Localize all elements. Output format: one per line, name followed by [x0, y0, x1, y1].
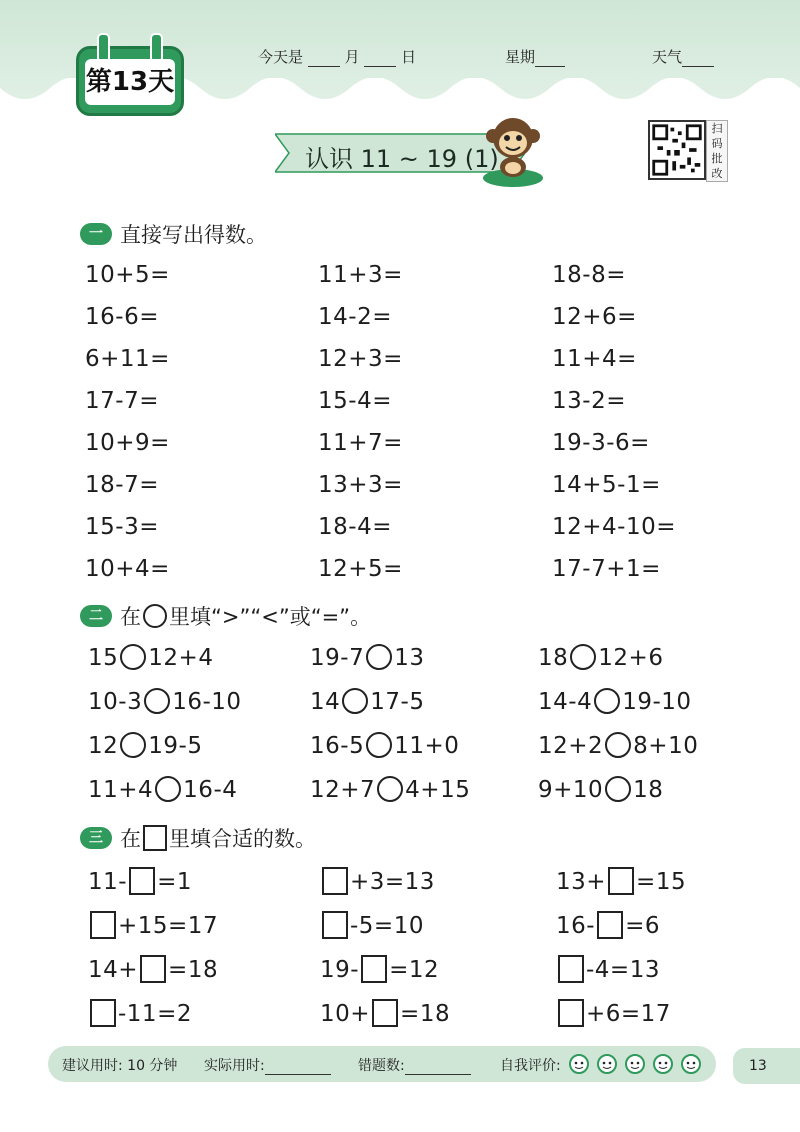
- answer-circle[interactable]: [605, 776, 631, 802]
- rating-face-icon[interactable]: [596, 1052, 618, 1074]
- answer-circle[interactable]: [366, 732, 392, 758]
- section2-heading: [80, 601, 371, 631]
- fill-in-item: +6=17: [556, 999, 671, 1029]
- answer-circle[interactable]: [120, 732, 146, 758]
- problem[interactable]: 11+7=: [318, 430, 403, 456]
- day-label: 第13天: [85, 59, 175, 105]
- square-symbol-icon: [143, 825, 167, 851]
- comparison-item: 14-4 19-10: [538, 689, 692, 715]
- comparison-item: 11+4 16-4: [88, 777, 238, 803]
- problem[interactable]: 15-4=: [318, 388, 392, 414]
- problem[interactable]: 14-2=: [318, 304, 392, 330]
- problem[interactable]: 10+9=: [85, 430, 170, 456]
- problem[interactable]: 18-4=: [318, 514, 392, 540]
- problem[interactable]: 16-6=: [85, 304, 159, 330]
- answer-box[interactable]: [597, 911, 623, 939]
- section3-heading: [80, 823, 316, 853]
- fill-in-item: +3=13: [320, 867, 435, 897]
- rating-face-icon[interactable]: [568, 1052, 590, 1074]
- answer-box[interactable]: [608, 867, 634, 895]
- weather-field[interactable]: 天气: [652, 46, 714, 67]
- page-title: 认识 11 ~ 19 (1): [305, 145, 499, 173]
- problem[interactable]: 15-3=: [85, 514, 159, 540]
- comparison-item: 12 19-5: [88, 733, 203, 759]
- comparison-item: 15 12+4: [88, 645, 214, 671]
- answer-box[interactable]: [558, 999, 584, 1027]
- self-eval-label: 自我评价:: [500, 1058, 561, 1074]
- qr-code-icon[interactable]: [648, 120, 706, 180]
- fill-in-item: -11=2: [88, 999, 192, 1029]
- answer-box[interactable]: [558, 955, 584, 983]
- answer-circle[interactable]: [605, 732, 631, 758]
- problem[interactable]: 18-7=: [85, 472, 159, 498]
- answer-circle[interactable]: [120, 644, 146, 670]
- section1-badge: 一: [80, 223, 112, 245]
- actual-time-field[interactable]: 实际用时:: [204, 1055, 331, 1075]
- fill-in-item: 19- =12: [320, 957, 440, 983]
- answer-box[interactable]: [361, 955, 387, 983]
- answer-box[interactable]: [372, 999, 398, 1027]
- problem[interactable]: 12+3=: [318, 346, 403, 372]
- problem[interactable]: 11+4=: [552, 346, 637, 372]
- today-field[interactable]: 今天是 月 日: [258, 48, 417, 66]
- rating-face-icon[interactable]: [624, 1052, 646, 1074]
- answer-circle[interactable]: [570, 644, 596, 670]
- comparison-item: 16-5 11+0: [310, 733, 460, 759]
- scan-to-grade-label: 扫 码 批 改: [706, 120, 728, 182]
- monkey-mascot-icon: [478, 112, 548, 188]
- answer-circle[interactable]: [155, 776, 181, 802]
- comparison-item: 19-7 13: [310, 645, 425, 671]
- problem[interactable]: 17-7=: [85, 388, 159, 414]
- answer-box[interactable]: [90, 911, 116, 939]
- comparison-item: 14 17-5: [310, 689, 425, 715]
- suggested-time: 建议用时: 10 分钟: [62, 1058, 178, 1074]
- problem[interactable]: 6+11=: [85, 346, 170, 372]
- answer-circle[interactable]: [144, 688, 170, 714]
- answer-box[interactable]: [140, 955, 166, 983]
- section1-heading: [80, 219, 267, 249]
- answer-box[interactable]: [129, 867, 155, 895]
- answer-box[interactable]: [322, 867, 348, 895]
- rating-face-icon[interactable]: [652, 1052, 674, 1074]
- fill-in-item: 10+ =18: [320, 1001, 451, 1027]
- section3-badge: 三: [80, 827, 112, 849]
- answer-circle[interactable]: [366, 644, 392, 670]
- problem[interactable]: 12+5=: [318, 556, 403, 582]
- section2-badge: 二: [80, 605, 112, 627]
- section3-title-pre: 在: [120, 827, 141, 851]
- problem[interactable]: 13-2=: [552, 388, 626, 414]
- problem[interactable]: 13+3=: [318, 472, 403, 498]
- section2-title-pre: 在: [120, 605, 141, 629]
- problem[interactable]: 12+4-10=: [552, 514, 677, 540]
- comparison-item: 10-3 16-10: [88, 689, 242, 715]
- answer-circle[interactable]: [594, 688, 620, 714]
- comparison-item: 9+10 18: [538, 777, 664, 803]
- problem[interactable]: 18-8=: [552, 262, 626, 288]
- fill-in-item: -4=13: [556, 955, 660, 985]
- answer-box[interactable]: [90, 999, 116, 1027]
- section3-title-post: 里填合适的数。: [169, 827, 316, 851]
- problem[interactable]: 11+3=: [318, 262, 403, 288]
- problem[interactable]: 10+5=: [85, 262, 170, 288]
- fill-in-item: 16- =6: [556, 913, 660, 939]
- page-number: 13: [733, 1048, 800, 1084]
- problem[interactable]: 19-3-6=: [552, 430, 650, 456]
- problem[interactable]: 10+4=: [85, 556, 170, 582]
- fill-in-item: -5=10: [320, 911, 424, 941]
- section2-title-post: 里填“>”“<”或“=”。: [169, 605, 372, 629]
- comparison-item: 12+7 4+15: [310, 777, 471, 803]
- rating-face-icon[interactable]: [680, 1052, 702, 1074]
- fill-in-item: 14+ =18: [88, 957, 219, 983]
- errors-field[interactable]: 错题数:: [358, 1055, 471, 1075]
- answer-circle[interactable]: [342, 688, 368, 714]
- comparison-item: 12+2 8+10: [538, 733, 699, 759]
- fill-in-item: 13+ =15: [556, 869, 687, 895]
- fill-in-item: 11- =1: [88, 869, 192, 895]
- answer-box[interactable]: [322, 911, 348, 939]
- section1-title: 直接写出得数。: [120, 223, 267, 247]
- fill-in-item: +15=17: [88, 911, 218, 941]
- weekday-field[interactable]: 星期: [505, 46, 565, 67]
- problem[interactable]: 14+5-1=: [552, 472, 661, 498]
- problem[interactable]: 12+6=: [552, 304, 637, 330]
- circle-symbol-icon: [143, 604, 167, 628]
- answer-circle[interactable]: [377, 776, 403, 802]
- comparison-item: 18 12+6: [538, 645, 664, 671]
- problem[interactable]: 17-7+1=: [552, 556, 661, 582]
- day-calendar-badge: [76, 46, 184, 116]
